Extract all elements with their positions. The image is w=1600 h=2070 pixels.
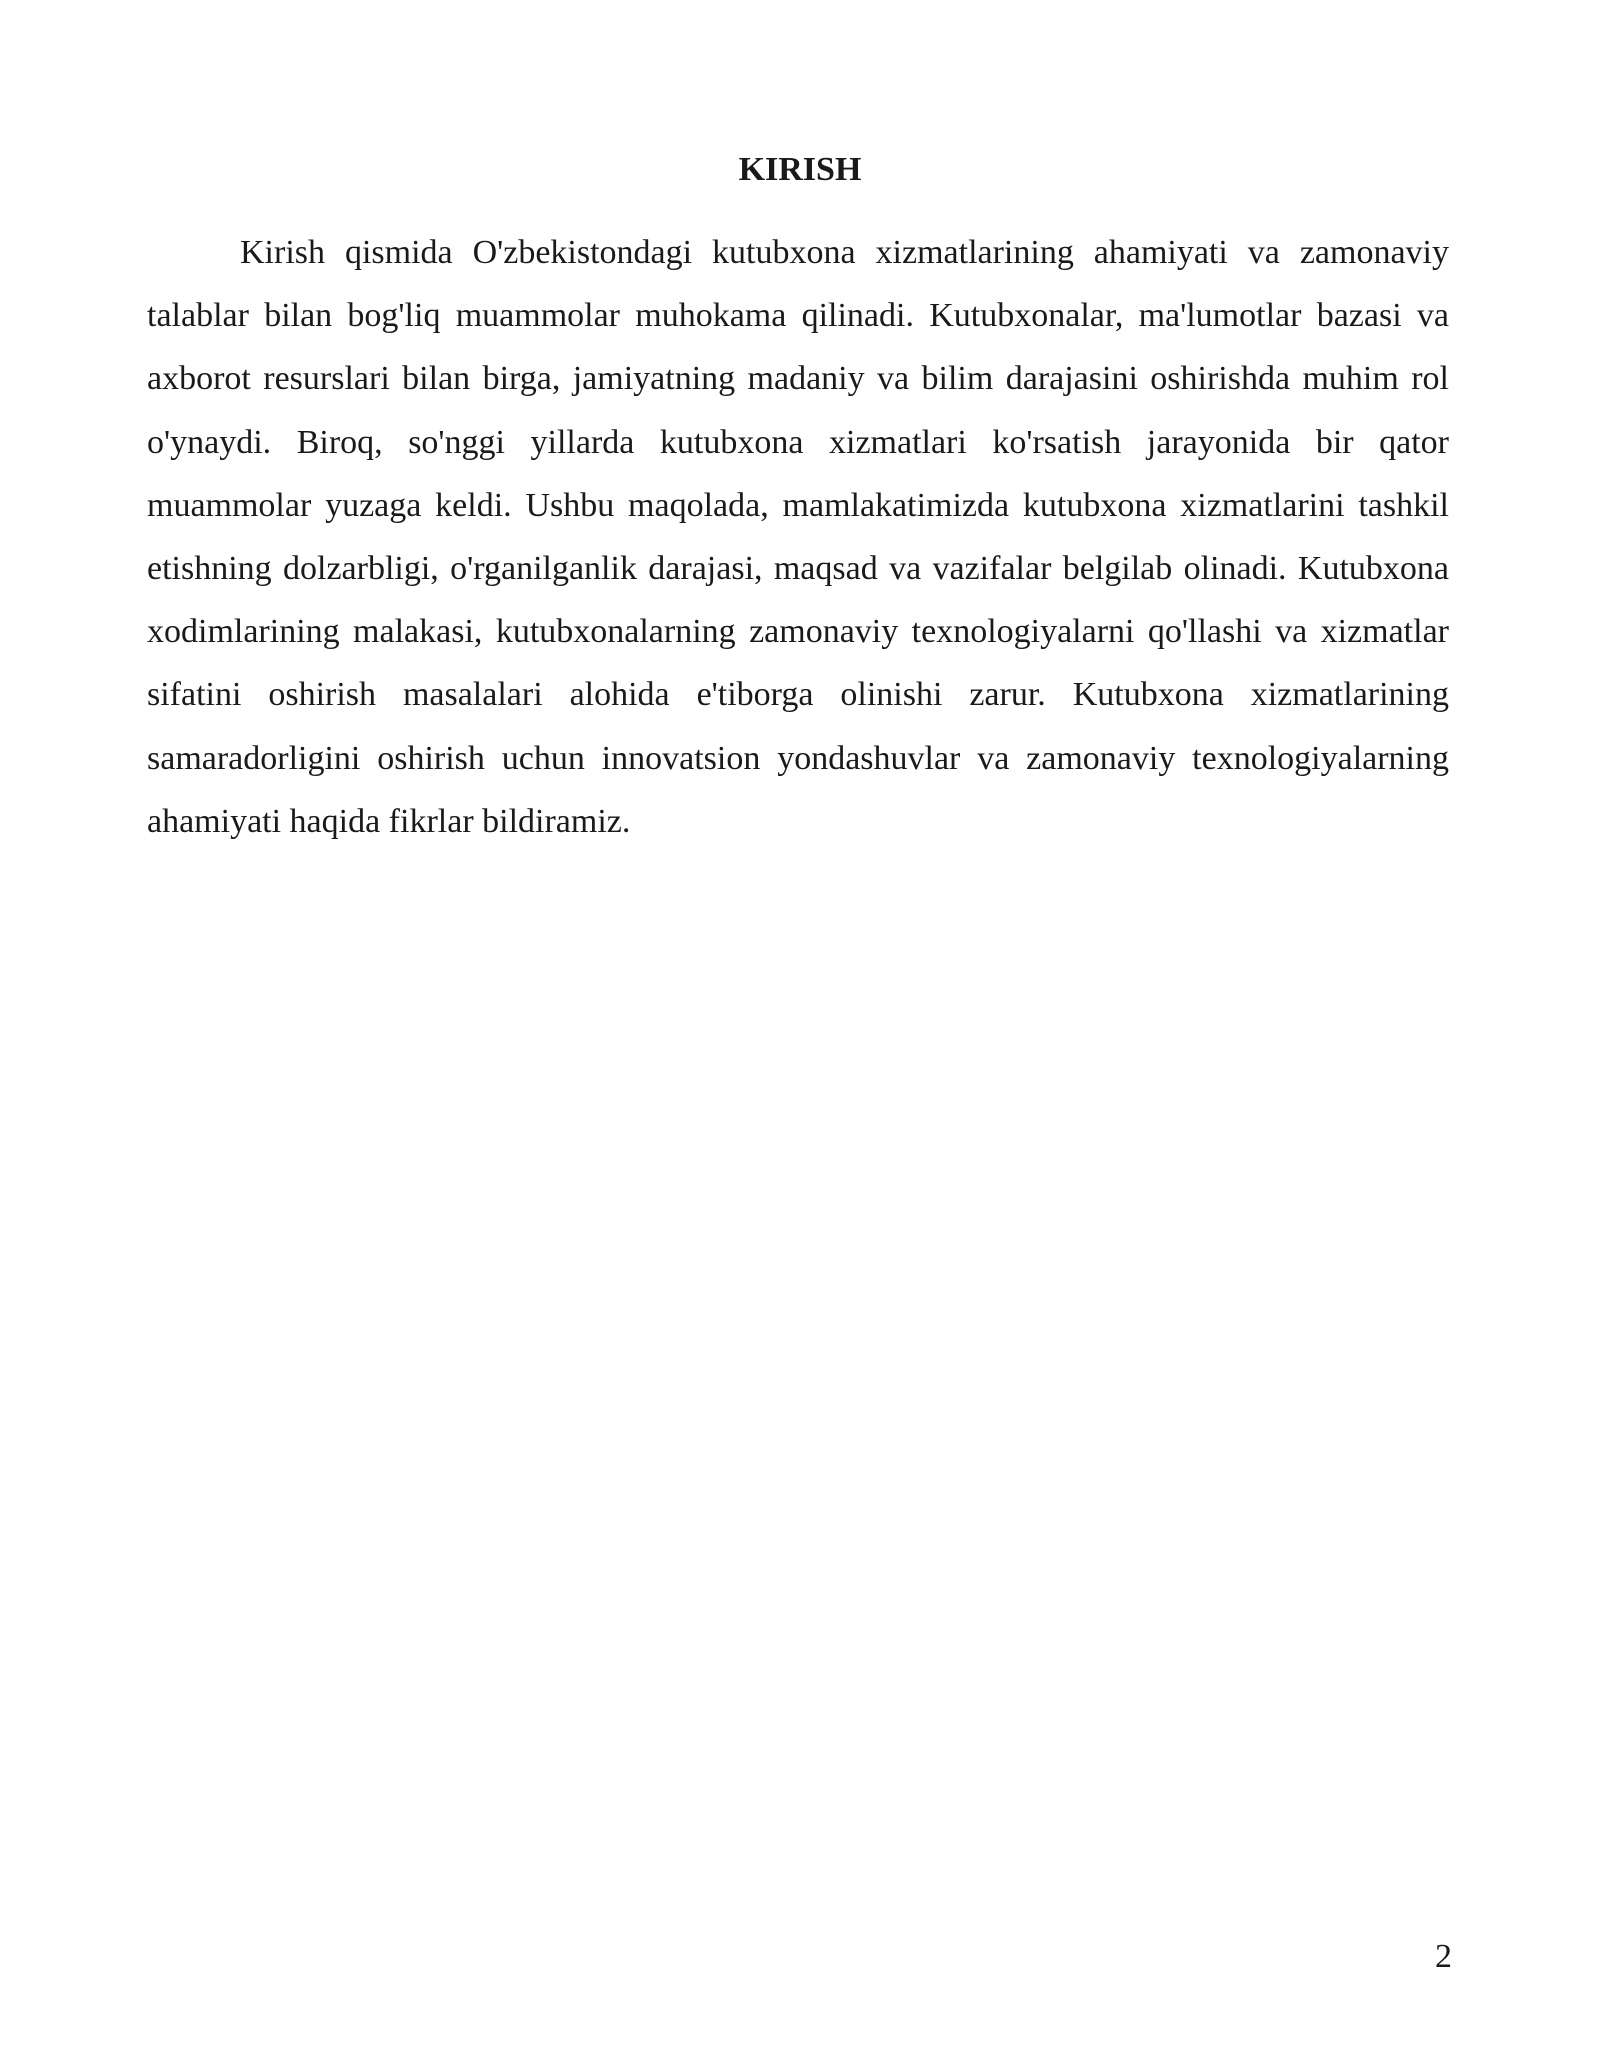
section-heading: KIRISH: [738, 151, 862, 188]
page-number: 2: [1435, 1938, 1452, 1975]
body-paragraph: Kirish qismida O'zbekistondagi kutubxona xizmatlarining ahamiyati va zamonaviy talablar bilan bog'liq muammolar muhokama qilinadi. Kutubxonalar, ma'lumotlar bazasi va axborot resurslari bilan birga, jamiyatning madaniy va bilim darajasini oshirishda muhim rol o'ynaydi. Biroq, so'nggi yillarda kutubxona xizmatlari ko'rsatish jarayonida bir qator muammolar yuzaga keldi. Ushbu maqolada, mamlakatimizda kutubxona xizmatlarini tashkil etishning dolzarbligi, o'rganilganlik darajasi, maqsad va vazifalar belgilab olinadi. Kutubxona xodimlarining malakasi, kutubxonalarning zamonaviy texnologiyalarni qo'llashi va xizmatlar sifatini oshirish masalalari alohida e'tiborga olinishi zarur. Kutubxona xizmatlarining samaradorligini oshirish uchun innovatsion yondashuvlar va zamonaviy texnologiyalarning ahamiyati haqida fikrlar bildiramiz.: [147, 234, 1449, 840]
